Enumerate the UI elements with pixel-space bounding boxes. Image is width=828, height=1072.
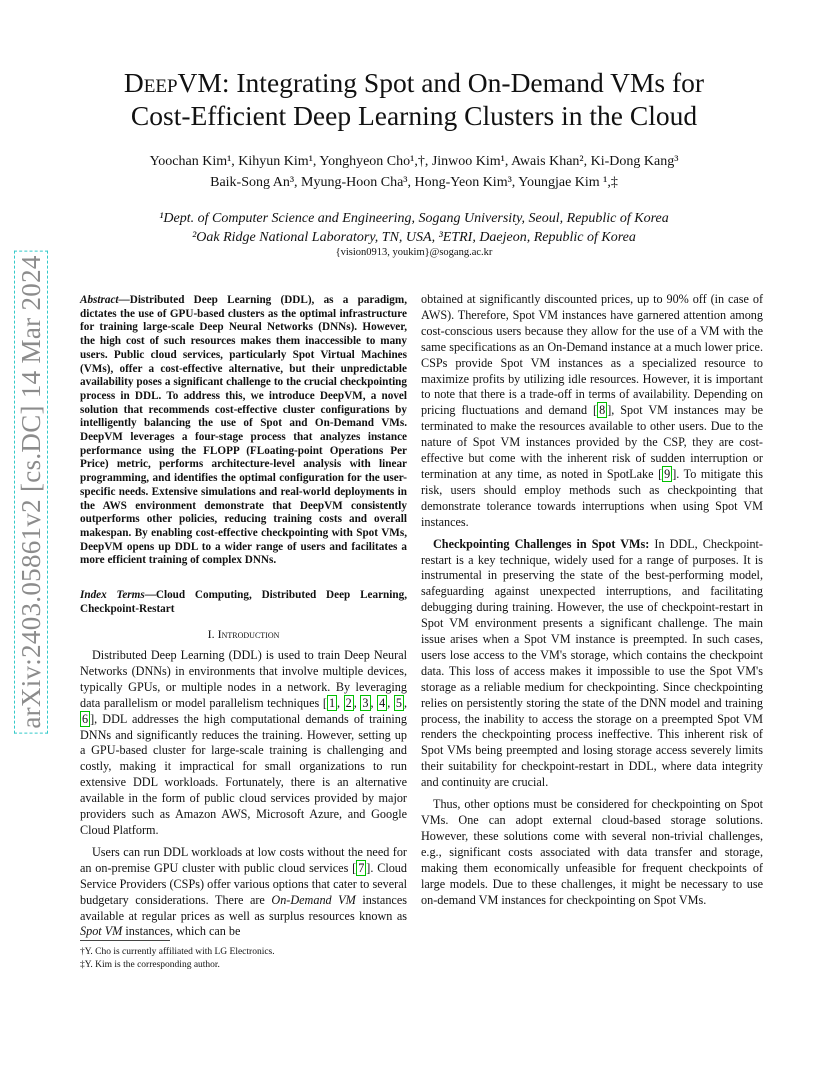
emphasis-text: On-Demand VM	[271, 892, 356, 907]
citation-link[interactable]: 1	[328, 695, 336, 710]
paragraph-text: obtained at significantly discounted prices, up to 90% off (in case of AWS). Therefore, Spot VM instances have garnered attention among cost-conscious users because they allow for the use of a VM with the same specifications as an On-Demand instance at a much lower price. CSPs provide Spot VM instances as a specialized resource to maximize profits by utilizing idle resources. However, it is important to note that there is a trade-off in terms of availability. Depending on pricing fluctuations and demand [	[421, 292, 763, 418]
arxiv-stamp	[14, 248, 48, 736]
paragraph-heading: Checkpointing Challenges in Spot VMs:	[433, 536, 650, 551]
abstract-label: Abstract	[80, 294, 119, 306]
title-line1-rest: : Integrating Spot and On-Demand VMs for	[221, 67, 705, 98]
paragraph-text: ], Spot VM instances may be terminated to make the resources available to other users. Due to the nature of Spot VM instances provided by the CSP, they are cost-effective but come with the inherent risk of sudden interruption or termination at any time, as noted in SpotLake [	[421, 403, 763, 481]
options-paragraph	[421, 797, 763, 908]
title-line2: Cost-Efficient Deep Learning Clusters in the Cloud	[130, 100, 698, 131]
citation-link[interactable]: 2	[345, 695, 352, 710]
title-system-name: DeepVM	[123, 67, 222, 98]
paper-title	[80, 66, 748, 132]
footnote-rule	[80, 940, 170, 941]
footnote-2: ‡Y. Kim is the corresponding author.	[80, 960, 220, 970]
citation-link[interactable]: 5	[395, 695, 402, 710]
abstract	[80, 294, 407, 568]
citation-link[interactable]: 6	[82, 711, 89, 726]
footnote-1: †Y. Cho is currently affiliated with LG Electronics.	[80, 947, 275, 957]
affiliations	[90, 209, 738, 247]
citation-link[interactable]: 7	[358, 860, 365, 875]
left-column-body	[80, 648, 407, 940]
checkpointing-paragraph	[421, 537, 763, 792]
author-list	[90, 151, 738, 193]
section-heading	[80, 627, 407, 642]
paragraph-text: instances available at regular prices as well as surplus resources known as	[80, 892, 407, 923]
paragraph-text: Thus, other options must be considered for checkpointing on Spot VMs. One can adopt external cloud-based storage solutions. However, these solutions come with several non-trivial challenges, e.g., significant costs associated with data transfer and storage, making them economically unfeasible for frequent checkpoints of large models. Due to these challenges, it might be necessary to use on-demand VM instances for checkpointing on Spot VMs.	[421, 797, 763, 907]
paragraph-text: instances, which can be	[122, 924, 241, 939]
right-column-body	[421, 292, 763, 908]
affiliation-line-1: ¹Dept. of Computer Science and Engineering, Sogang University, Seoul, Republic of Korea	[159, 211, 669, 226]
continued-paragraph	[421, 292, 763, 531]
paragraph-text: ], DDL addresses the high computational demands of training DNNs and significantly reduces the training. However, setting up a GPU-based cluster for large-scale training is challenging and costly, making it impractical for small organizations to run extensive DDL workloads. Fortunately, there is an alternative available in the form of public cloud services provided by major providers such as Amazon AWS, Microsoft Azure, and Google Cloud Platform.	[80, 711, 407, 837]
index-terms	[80, 589, 407, 616]
intro-paragraph-1: Distributed Deep Learning (DDL) is used to train Deep Neural Networks (DNNs) in environments that involve multiple devices, typically GPUs, or multiple nodes in a network. By leveraging data parallelism or model parallelism techniques [ 1 , 2 , 3 , 4 , 5 , 6 ], DDL addresses the high computational demands of training DNNs and significantly reduces the training. However, setting up a GPU-based cluster for large-scale training is challenging and costly, making it impractical for small organizations to run extensive DDL workloads. Fortunately, there is an alternative available in the form of public cloud services provided by major providers such as Amazon AWS, Microsoft Azure, and Google Cloud Platform.	[80, 648, 408, 837]
author-line-2: Baik-Song An³, Myung-Hoon Cha³, Hong-Yeon Kim³, Youngjae Kim ¹,‡	[210, 175, 618, 190]
arxiv-stamp-text: arXiv:2403.05861v2 [cs.DC] 14 Mar 2024	[14, 250, 48, 733]
section-title: Introduction	[217, 627, 280, 641]
index-terms-text: —Cloud Computing, Distributed Deep Learning, Checkpoint-Restart	[80, 589, 407, 615]
citation-link[interactable]: 8	[599, 403, 606, 418]
emphasis-text: Spot VM	[80, 924, 123, 939]
paragraph-text: In DDL, Checkpoint-restart is a key technique, widely used for a range of purposes. It is instrumental in preserving the state of the best-performing model, safeguarding against unexpected interruptions, and facilitating debugging during training. However, the use of checkpoint-restart in Spot VM environment presents a significant challenge. The main issue arises when a Spot VM instance is preempted. In such cases, users lose access to the VM's storage, which contains the checkpoint data. This loss of access makes it impossible to use the Spot VM's storage as a reliable medium for checkpointing. Since checkpointing relies on persistently storing the state of the DNN model and training process, the inability to access the storage on a preempted Spot VM renders the checkpointing process ineffective. This inherent risk of Spot VMs being preempted and losing storage access severely limits their suitability for checkpoint-restart in DDL, where data integrity and continuity are crucial.	[421, 536, 763, 790]
affiliation-line-2: ²Oak Ridge National Laboratory, TN, USA, ³ETRI, Daejeon, Republic of Korea	[192, 230, 636, 245]
author-email: {vision0913, youkim}@sogang.ac.kr	[335, 247, 493, 258]
author-line-1: Yoochan Kim¹, Kihyun Kim¹, Yonghyeon Cho¹,†, Jinwoo Kim¹, Awais Khan², Ki-Dong Kang³	[149, 154, 679, 169]
citation-link[interactable]: 4	[379, 695, 386, 710]
index-terms-label: Index Terms	[80, 589, 145, 601]
intro-paragraph-2	[80, 845, 407, 940]
citation-link[interactable]: 9	[664, 466, 671, 481]
section-number: I.	[207, 627, 218, 641]
citation-link[interactable]: 3	[362, 695, 369, 710]
abstract-text: —Distributed Deep Learning (DDL), as a paradigm, dictates the use of GPU-based clusters as the optimal infrastructure for training large-scale Deep Neural Networks (DNNs). However, the high cost of such resources makes them inaccessible to many users. Public cloud services, particularly Spot Virtual Machines (VMs), offer a cost-effective alternative, but their unpredictable availability poses a significant challenge to the crucial checkpointing process in DDL. To address this, we introduce DeepVM, a novel solution that recommends cost-effective cluster configurations by intelligently balancing the use of Spot and On-Demand VMs. DeepVM leverages a four-stage process that analyzes instance performance using the FLOPP (FLoating-point Operations Per Price) metric, performs architecture-level analysis with linear programming, and identifies the optimal configuration for the user-specific needs. Extensive simulations and real-world deployments in the AWS environment demonstrate that DeepVM consistently outperforms other policies, reducing training costs and overall makespan. By enabling cost-effective checkpointing with Spot VMs, DeepVM opens up DDL to a wider range of users and facilitates a more efficient training of complex DNNs.	[80, 294, 407, 567]
paragraph-text: Distributed Deep Learning (DDL) is used to train Deep Neural Networks (DNNs) in environments that involve multiple devices, typically GPUs, or multiple nodes in a network. By leveraging data parallelism or model parallelism techniques [	[80, 648, 407, 710]
paragraph-text: ]. Cloud Service Providers (CSPs) offer various options that cater to several budgetary considerations. There are	[80, 860, 407, 907]
paragraph-text: Users can run DDL workloads at low costs without the need for an on-premise GPU cluster with public cloud services [	[80, 844, 407, 875]
paragraph-text: ]. To mitigate this risk, users should employ methods such as checkpointing that demonstrate tolerance towards interruptions when using Spot VM instances.	[421, 466, 763, 529]
